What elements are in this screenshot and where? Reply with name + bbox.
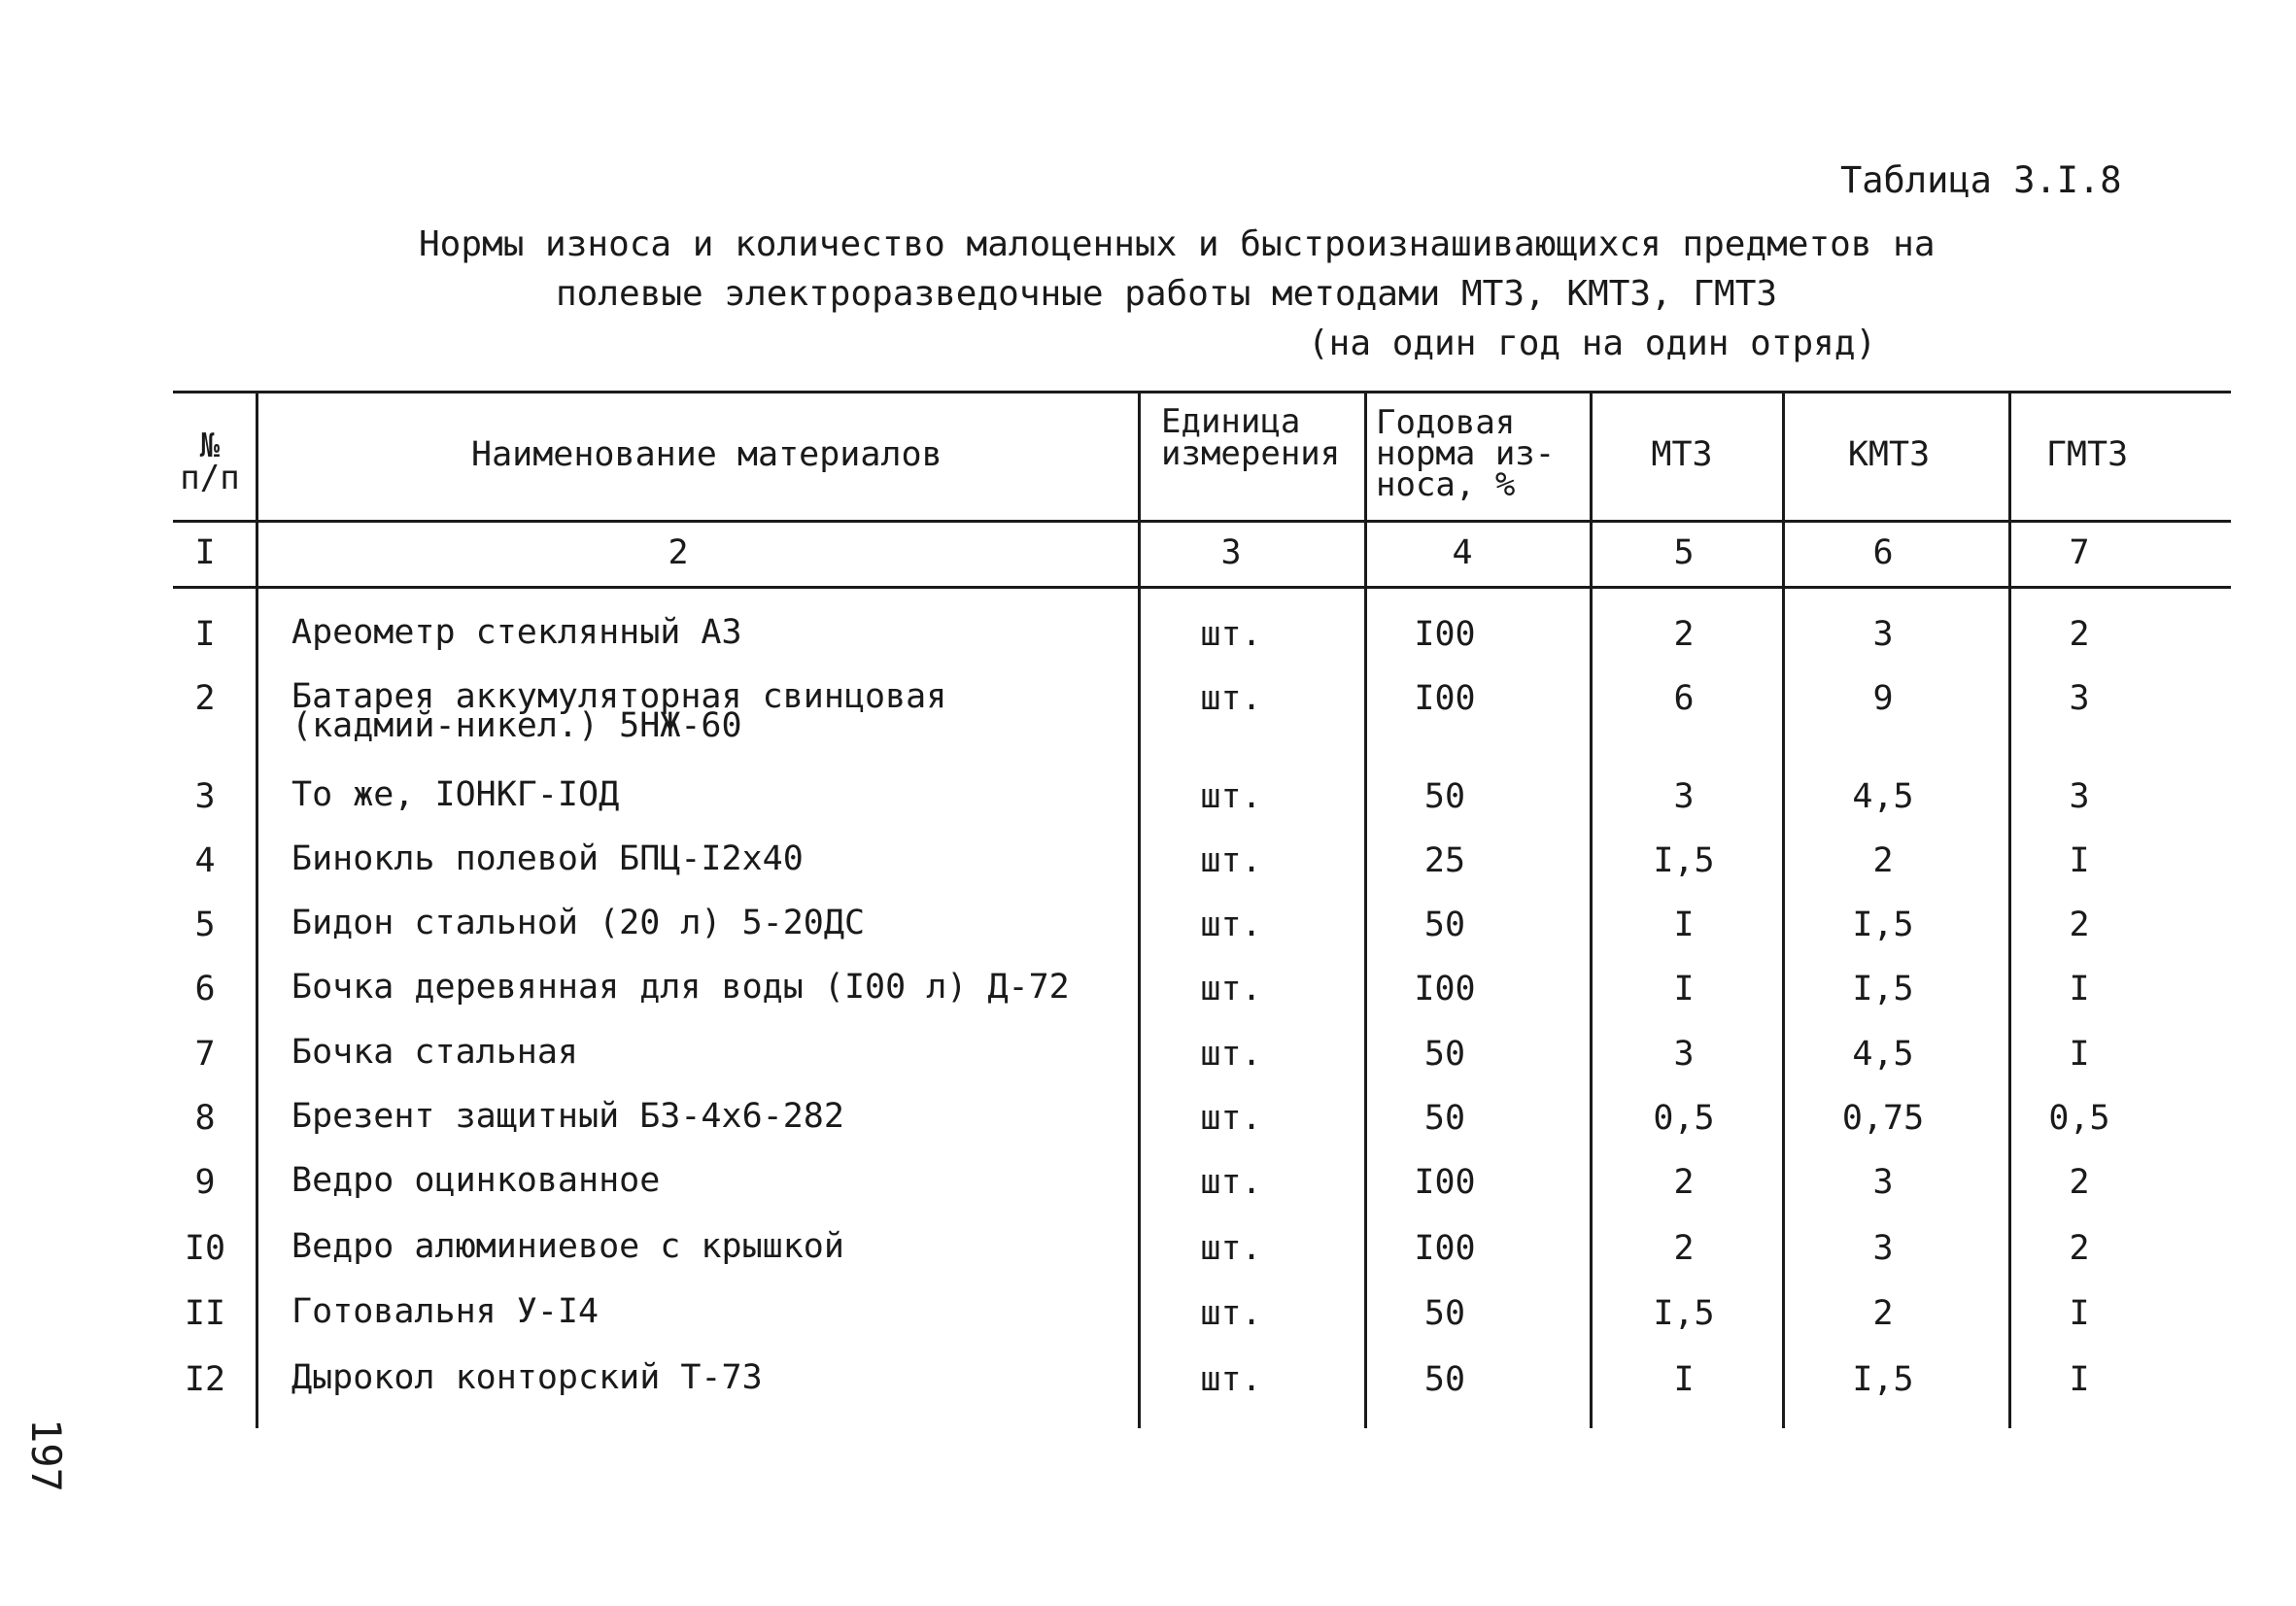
cell-name-line: Бочка деревянная для воды (I00 л) Д-72 xyxy=(291,968,1070,1007)
cell-kmtz: I,5 xyxy=(1852,1360,1914,1399)
cell-unit: шт. xyxy=(1200,1099,1262,1138)
cell-name-line: Бинокль полевой БПЦ-I2х40 xyxy=(291,839,804,878)
cell-unit: шт. xyxy=(1200,841,1262,880)
cell-mtz: I xyxy=(1673,906,1695,944)
col-number: 5 xyxy=(1673,533,1695,572)
cell-norm: 50 xyxy=(1423,1360,1466,1399)
header-num: № п/п xyxy=(180,427,240,497)
cell-norm: 50 xyxy=(1423,1099,1466,1138)
cell-name-line: Бочка стальная xyxy=(291,1033,579,1072)
cell-name-line: Бидон стальной (20 л) 5-20ДС xyxy=(291,904,866,942)
cell-name xyxy=(291,1227,844,1266)
cell-num: II xyxy=(184,1294,226,1333)
cell-unit: шт. xyxy=(1200,1294,1262,1333)
cell-kmtz: I,5 xyxy=(1852,906,1914,944)
cell-kmtz: 2 xyxy=(1872,841,1894,880)
cell-mtz: 6 xyxy=(1673,679,1695,718)
cell-mtz: 3 xyxy=(1673,777,1695,816)
cell-name xyxy=(291,613,742,652)
col-number: 7 xyxy=(2069,533,2090,572)
column-divider xyxy=(256,391,258,1428)
cell-mtz: 3 xyxy=(1673,1035,1695,1074)
cell-unit: шт. xyxy=(1200,615,1262,654)
cell-kmtz: 0,75 xyxy=(1841,1099,1925,1138)
cell-gmtz: 3 xyxy=(2069,679,2090,718)
header-gmtz: ГМТЗ xyxy=(2045,435,2129,474)
cell-num: I xyxy=(194,615,216,654)
cell-num: 9 xyxy=(194,1163,216,1202)
cell-kmtz: 3 xyxy=(1872,1229,1894,1268)
cell-mtz: 2 xyxy=(1673,615,1695,654)
cell-num: 7 xyxy=(194,1035,216,1074)
cell-num: 4 xyxy=(194,841,216,880)
cell-name-line: Батарея аккумуляторная свинцовая xyxy=(291,677,947,716)
cell-gmtz: 2 xyxy=(2069,1229,2090,1268)
cell-norm: 50 xyxy=(1423,1294,1466,1333)
cell-unit: шт. xyxy=(1200,906,1262,944)
header-mtz: МТЗ xyxy=(1651,435,1713,474)
cell-num: 2 xyxy=(194,679,216,718)
cell-name-line: Брезент защитный БЗ-4х6-282 xyxy=(291,1097,844,1136)
cell-norm: 50 xyxy=(1423,777,1466,816)
cell-mtz: 0,5 xyxy=(1653,1099,1715,1138)
cell-name-line: Ведро алюминиевое с крышкой xyxy=(291,1227,844,1266)
header-bottom-rule xyxy=(173,520,2231,523)
cell-name xyxy=(291,904,866,942)
cell-unit: шт. xyxy=(1200,1163,1262,1202)
cell-name xyxy=(291,1097,844,1136)
cell-name xyxy=(291,1292,600,1331)
cell-norm: 50 xyxy=(1423,906,1466,944)
cell-name-line: Дырокол конторский Т-73 xyxy=(291,1358,763,1397)
cell-mtz: I xyxy=(1673,970,1695,1008)
cell-name xyxy=(291,968,1070,1007)
cell-name xyxy=(291,775,620,814)
col-number: 6 xyxy=(1872,533,1894,572)
cell-name-line: Ведро оцинкованное xyxy=(291,1161,661,1200)
cell-mtz: I,5 xyxy=(1653,841,1715,880)
numbering-bottom-rule xyxy=(173,586,2231,589)
cell-gmtz: I xyxy=(2069,1360,2090,1399)
cell-gmtz: I xyxy=(2069,841,2090,880)
header-name: Наименование материалов xyxy=(471,435,942,474)
cell-mtz: I xyxy=(1673,1360,1695,1399)
header-unit: Единица измерения xyxy=(1161,402,1341,473)
header-norm: Годовая норма из- носа, % xyxy=(1376,403,1556,504)
cell-name xyxy=(291,1161,661,1200)
cell-name-line: Готовальня У-I4 xyxy=(291,1292,600,1331)
cell-mtz: I,5 xyxy=(1653,1294,1715,1333)
column-divider xyxy=(1782,391,1785,1428)
title-line-2: полевые электроразведочные работы методами МТЗ, КМТЗ, ГМТЗ xyxy=(556,274,1778,314)
cell-num: 5 xyxy=(194,906,216,944)
header-kmtz: КМТЗ xyxy=(1847,435,1931,474)
col-number: 3 xyxy=(1220,533,1242,572)
cell-norm: 25 xyxy=(1423,841,1466,880)
col-number: I xyxy=(194,533,216,572)
cell-gmtz: I xyxy=(2069,1294,2090,1333)
cell-mtz: 2 xyxy=(1673,1229,1695,1268)
col-number: 4 xyxy=(1452,533,1473,572)
cell-gmtz: I xyxy=(2069,970,2090,1008)
cell-kmtz: 2 xyxy=(1872,1294,1894,1333)
cell-gmtz: 0,5 xyxy=(2048,1099,2110,1138)
cell-kmtz: 4,5 xyxy=(1852,1035,1914,1074)
cell-name xyxy=(291,1358,763,1397)
column-divider xyxy=(2008,391,2011,1428)
cell-num: I0 xyxy=(184,1229,226,1268)
cell-gmtz: 2 xyxy=(2069,615,2090,654)
page-number: 197 xyxy=(22,1418,70,1492)
cell-norm: I00 xyxy=(1414,970,1476,1008)
column-divider xyxy=(1138,391,1141,1428)
title-line-1: Нормы износа и количество малоценных и быстроизнашивающихся предметов на xyxy=(419,224,1936,264)
cell-unit: шт. xyxy=(1200,1360,1262,1399)
cell-name-line: (кадмий-никел.) 5НЖ-60 xyxy=(291,706,742,745)
cell-unit: шт. xyxy=(1200,777,1262,816)
column-divider xyxy=(1590,391,1593,1428)
cell-unit: шт. xyxy=(1200,970,1262,1008)
cell-norm: 50 xyxy=(1423,1035,1466,1074)
cell-name xyxy=(291,677,947,745)
cell-gmtz: I xyxy=(2069,1035,2090,1074)
cell-unit: шт. xyxy=(1200,679,1262,718)
cell-unit: шт. xyxy=(1200,1035,1262,1074)
col-number: 2 xyxy=(668,533,689,572)
cell-kmtz: 3 xyxy=(1872,615,1894,654)
cell-kmtz: 4,5 xyxy=(1852,777,1914,816)
cell-name-line: То же, IОНКГ-IОД xyxy=(291,775,620,814)
cell-norm: I00 xyxy=(1414,1229,1476,1268)
cell-name-line: Ареометр стеклянный АЗ xyxy=(291,613,742,652)
table-top-rule xyxy=(173,391,2231,393)
cell-num: 3 xyxy=(194,777,216,816)
cell-unit: шт. xyxy=(1200,1229,1262,1268)
cell-kmtz: 9 xyxy=(1872,679,1894,718)
cell-norm: I00 xyxy=(1414,615,1476,654)
cell-name xyxy=(291,839,804,878)
cell-mtz: 2 xyxy=(1673,1163,1695,1202)
cell-gmtz: 3 xyxy=(2069,777,2090,816)
cell-gmtz: 2 xyxy=(2069,1163,2090,1202)
column-divider xyxy=(1364,391,1367,1428)
cell-kmtz: I,5 xyxy=(1852,970,1914,1008)
table-label: Таблица 3.I.8 xyxy=(1840,159,2122,201)
cell-kmtz: 3 xyxy=(1872,1163,1894,1202)
cell-gmtz: 2 xyxy=(2069,906,2090,944)
cell-num: 8 xyxy=(194,1099,216,1138)
cell-num: 6 xyxy=(194,970,216,1008)
cell-norm: I00 xyxy=(1414,1163,1476,1202)
cell-name xyxy=(291,1033,579,1072)
cell-norm: I00 xyxy=(1414,679,1476,718)
cell-num: I2 xyxy=(184,1360,226,1399)
title-line-3: (на один год на один отряд) xyxy=(1308,324,1877,363)
